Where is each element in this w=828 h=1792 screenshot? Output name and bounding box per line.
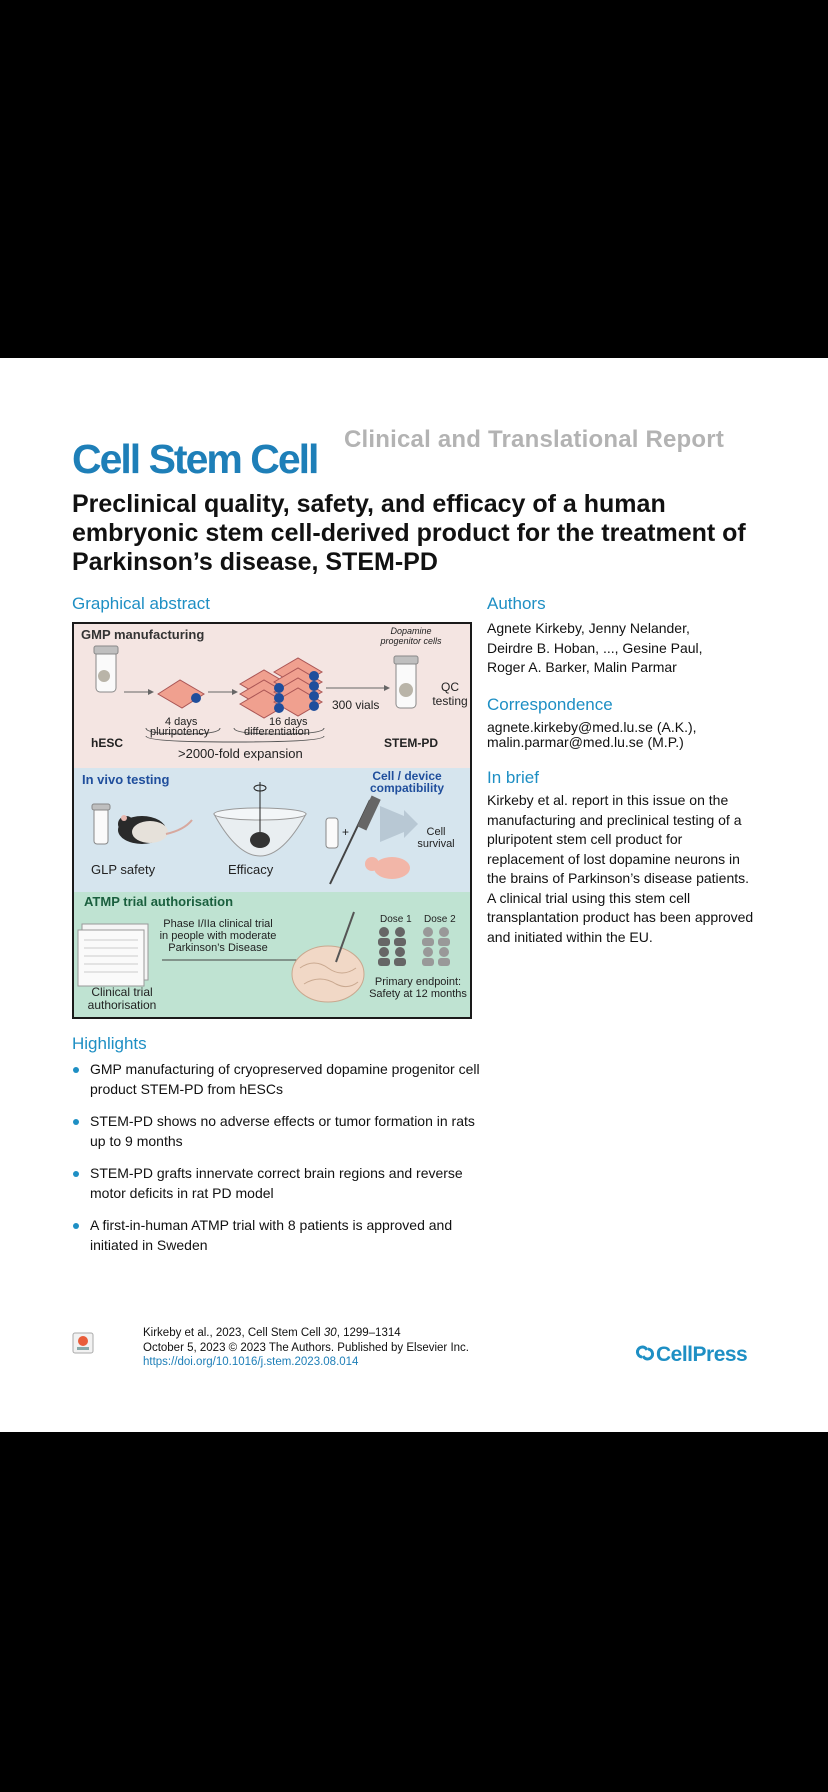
compat-title: Cell / device compatibility <box>369 769 444 795</box>
gmp-panel <box>74 624 470 768</box>
pluri-days: 4 days <box>165 716 198 728</box>
citation-text: Kirkeby et al., 2023, Cell Stem Cell <box>143 1327 324 1339</box>
correspondence-heading: Correspondence <box>487 695 613 714</box>
highlight-item <box>72 1112 482 1151</box>
article-page <box>0 358 828 1432</box>
expansion-label: >2000-fold expansion <box>178 746 303 761</box>
report-type: Clinical and Translational Report <box>344 426 725 453</box>
phase-label: Phase I/IIa clinical trial in people with moderate Parkinson’s Disease <box>159 918 277 954</box>
hesc-label: hESC <box>91 736 124 750</box>
bullet-icon <box>73 1067 79 1073</box>
invivo-title: In vivo testing <box>82 772 170 787</box>
check-for-updates-icon[interactable] <box>72 1332 94 1354</box>
endpoint-label: Primary endpoint: Safety at 12 months <box>369 976 467 1000</box>
pluri-label: pluripotency <box>150 726 210 738</box>
citation-pages: , 1299–1314 <box>336 1327 401 1339</box>
highlights-heading: Highlights <box>72 1034 147 1053</box>
highlight-text: GMP manufacturing of cryopreserved dopamine progenitor cell product STEM-PD from hESCs <box>90 1061 480 1097</box>
diff-days: 16 days <box>269 716 308 728</box>
highlight-text: STEM-PD grafts innervate correct brain regions and reverse motor deficits in rat PD model <box>90 1165 463 1201</box>
doi-link[interactable]: https://doi.org/10.1016/j.stem.2023.08.014 <box>143 1356 359 1368</box>
cellpress-logo-icon <box>634 1342 656 1364</box>
bullet-icon <box>73 1119 79 1125</box>
highlight-item <box>72 1060 482 1099</box>
authors-heading: Authors <box>487 594 546 613</box>
citation-volume: 30 <box>323 1327 337 1339</box>
citation-line <box>143 1326 469 1341</box>
cellpress-logo <box>634 1342 747 1367</box>
gmp-title: GMP manufacturing <box>81 627 205 642</box>
diff-label: differentiation <box>244 726 310 738</box>
atmp-title: ATMP trial authorisation <box>84 894 234 909</box>
highlight-text: A first-in-human ATMP trial with 8 patients is approved and initiated in Sweden <box>90 1217 453 1253</box>
efficacy-label: Efficacy <box>228 862 274 877</box>
date-line: October 5, 2023 © 2023 The Authors. Published by Elsevier Inc. <box>143 1341 469 1354</box>
dose2-label: Dose 2 <box>424 914 456 925</box>
highlight-item <box>72 1216 482 1255</box>
correspondence-email-1[interactable]: agnete.kirkeby@med.lu.se (A.K.), <box>487 719 697 735</box>
clinical-label: Clinical trial authorisation <box>87 985 157 1012</box>
svg-text:+: + <box>342 825 350 839</box>
correspondence-email-2[interactable]: malin.parmar@med.lu.se (M.P.) <box>487 734 684 750</box>
invivo-panel <box>74 768 470 892</box>
article-title: Preclinical quality, safety, and efficacy of a human embryonic stem cell-derived product for the treatment of Parkinson’s disease, STEM-PD <box>72 490 746 576</box>
bullet-icon <box>73 1171 79 1177</box>
highlights-section <box>72 1034 482 1268</box>
journal-name: Cell Stem Cell <box>72 436 318 482</box>
qc-label: QC testing <box>432 680 468 708</box>
graphical-abstract <box>72 622 472 1019</box>
graphical-abstract-heading: Graphical abstract <box>72 594 210 613</box>
cellpress-text: CellPress <box>656 1343 748 1366</box>
citation-block <box>143 1326 469 1370</box>
survival-label: Cell survival <box>417 826 455 850</box>
highlight-text: STEM-PD shows no adverse effects or tumor formation in rats up to 9 months <box>90 1113 475 1149</box>
stem-pd-label: STEM-PD <box>384 736 438 750</box>
atmp-panel <box>74 892 470 1019</box>
in-brief-text: Kirkeby et al. report in this issue on the manufacturing and preclinical testing of a pluripotent stem cell product for replacement of lost dopamine neurons in the brains of Parkinson’s disease patients. A clinical trial using this stem cell transplantation product has been approved and initiated within the EU. <box>487 792 754 945</box>
bullet-icon <box>73 1223 79 1229</box>
authors-text: Agnete Kirkeby, Jenny Nelander, Deirdre B. Hoban, ..., Gesine Paul, Roger A. Barker, Malin Parmar <box>487 620 703 675</box>
glp-label: GLP safety <box>91 862 156 877</box>
in-brief-heading: In brief <box>487 768 539 787</box>
dose1-label: Dose 1 <box>380 914 412 925</box>
dopamine-label: Dopamine progenitor cells <box>380 626 442 646</box>
vials-label: 300 vials <box>332 698 380 712</box>
highlight-item <box>72 1164 482 1203</box>
